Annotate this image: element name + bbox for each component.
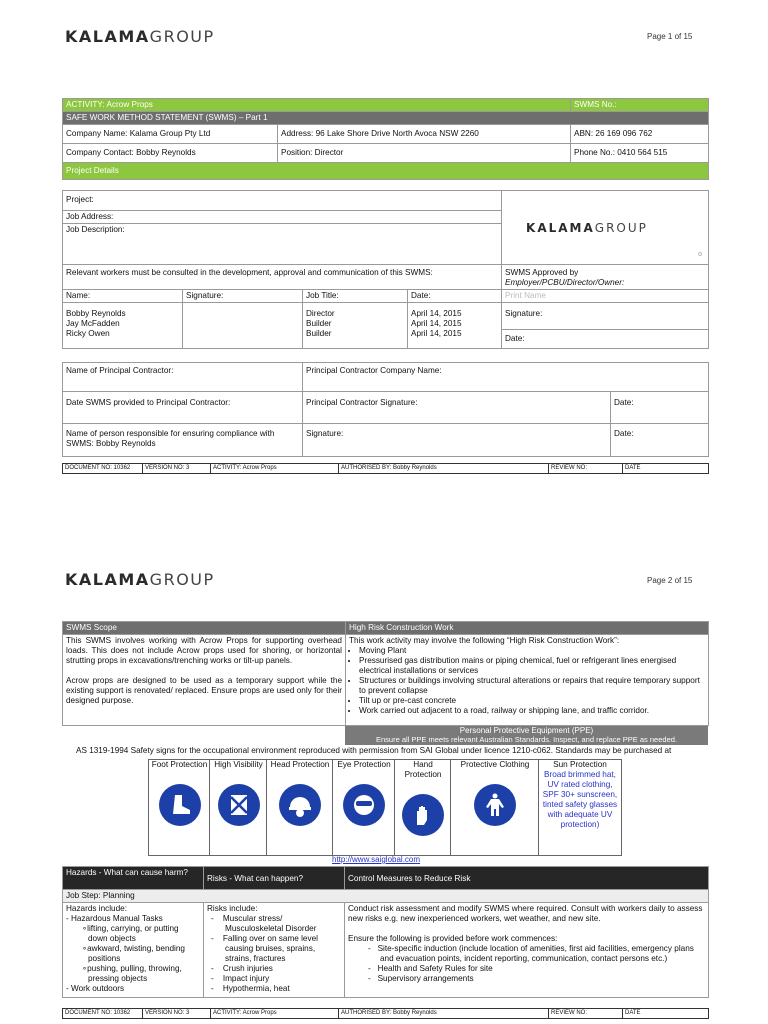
footer-date: DATE — [623, 1009, 709, 1019]
hrcw-item: • Work carried out adjacent to a road, railway or shipping lane, and traffic corridor. — [359, 706, 705, 716]
hrcw-item: • Tilt up or pre-cast concrete — [359, 696, 705, 706]
swms-number: SWMS No.: — [571, 99, 709, 112]
footer-version: VERSION NO: 3 — [143, 1009, 211, 1019]
principal-contractor-name: Name of Principal Contractor: — [63, 363, 303, 392]
hrcw-header: High Risk Construction Work — [346, 622, 709, 635]
approver-signature: Signature: — [502, 303, 708, 330]
company-abn: ABN: 26 169 096 762 — [571, 125, 709, 144]
project-table — [62, 190, 709, 349]
col-job-title: Job Title: — [303, 290, 408, 303]
ppe-foot: Foot Protection — [148, 759, 211, 856]
approver-date: Date: — [505, 334, 525, 343]
ppe-sun: Sun Protection Broad brimmed hat, UV rated clothing, SPF 30+ sunscreen, tinted safety glasses with adequate UV protection) — [538, 759, 622, 856]
risks-list: - Muscular stress/ Musculoskeletal Disorder - Falling over on same level causing bruises, sprains, strains, fractures - Crush injuries - Impact injury - Hypothermia, heat — [211, 914, 318, 993]
principal-company-name: Principal Contractor Company Name: — [303, 363, 709, 392]
risks-cell: Risks include: - Muscular stress/ Musculoskeletal Disorder - Falling over on same level causing bruises, sprains, strains, fractures - Crush injuries - Impact injury - Hypothermia, heat — [204, 903, 345, 998]
col-date: Date: — [408, 290, 502, 303]
controls-list: - Site-specific induction (include location of amenities, first aid facilities, emergency plans and evacuation points, incident reporting, communication, contact persons etc.) - Health and Safety Rules for site - Supervisory arrangements — [368, 944, 694, 983]
contractor-table — [62, 362, 709, 457]
footer-review: REVIEW NO: — [549, 1009, 623, 1019]
page-number: Page 1 of 15 — [647, 32, 693, 41]
hazards-table — [62, 866, 709, 998]
hardhat-icon — [279, 784, 321, 826]
hrcw-text: This work activity may involve the following “High Risk Construction Work”: • Moving Plant • Pressurised gas distribution mains or piping chemical, fuel or refrigerant lines energised electrical installations or services • Structures or buildings involving structural alterations or repairs that require temporary support to prevent collapse • Tilt up or pre-cast concrete • Work carried out adjacent to a road, railway or shipping lane, and traffic corridor. — [346, 635, 709, 726]
print-name-field: Print Name — [502, 290, 709, 303]
footer-authorised: AUTHORISED BY: Bobby Reynolds — [339, 1009, 549, 1019]
project-details-header: Project Details — [63, 163, 709, 180]
footer-doc-no: DOCUMENT NO: 10362 — [63, 464, 143, 474]
activity-label: ACTIVITY: Acrow Props — [63, 99, 571, 112]
scope-text: This SWMS involves working with Acrow Props for supporting overhead loads. This does not include Acrow props used for shoring, or horizontal strutting props in excavations/trenching works or tilt-up panels. Acrow props are designed to be used as a temporary support while the existing support is renovated/ replaced. Ensure props are used only for their designed purpose. — [63, 635, 346, 726]
footer-activity: ACTIVITY: Acrow Props — [211, 464, 339, 474]
company-contact: Company Contact: Bobby Reynolds — [63, 144, 278, 163]
approver-cell — [502, 303, 709, 349]
footer-activity: ACTIVITY: Acrow Props — [211, 1009, 339, 1019]
company-name: Company Name: Kalama Group Pty Ltd — [63, 125, 278, 144]
overalls-icon — [474, 784, 516, 826]
vest-icon — [218, 784, 260, 826]
contact-phone: Phone No.: 0410 564 515 — [571, 144, 709, 163]
ppe-title: Personal Protective Equipment (PPE) — [459, 726, 594, 735]
hrcw-item: • Structures or buildings involving structural alterations or repairs that require temporary support to prevent collapse — [359, 676, 705, 696]
responsible-person: Name of person responsible for ensuring compliance with SWMS: Bobby Reynolds — [63, 424, 303, 457]
company-logo: KALAMAGROUP — [65, 27, 215, 46]
boot-icon — [159, 784, 201, 826]
job-address-field: Job Address: — [63, 211, 502, 224]
worker-signatures — [183, 303, 303, 349]
scope-table — [62, 621, 709, 726]
col-name: Name: — [63, 290, 183, 303]
logo-mark: o — [698, 251, 703, 258]
worker-names: Bobby Reynolds Jay McFadden Ricky Owen — [63, 303, 183, 349]
responsible-date: Date: — [611, 424, 709, 457]
job-description-field: Job Description: — [63, 224, 502, 265]
footer-authorised: AUTHORISED BY: Bobby Reynolds — [339, 464, 549, 474]
swms-title: SAFE WORK METHOD STATEMENT (SWMS) – Part 1 — [63, 112, 709, 125]
page-number-2: Page 2 of 15 — [647, 576, 693, 585]
approved-roles: Employer/PCBU/Director/Owner: — [505, 278, 625, 287]
swms-header-table — [62, 98, 709, 180]
col-signature: Signature: — [183, 290, 303, 303]
worker-dates: April 14, 2015 April 14, 2015 April 14, 2015 — [408, 303, 502, 349]
responsible-signature: Signature: — [303, 424, 611, 457]
ppe-subtitle: Ensure all PPE meets relevant Australian Standards. Inspect, and replace PPE as needed. — [375, 735, 677, 744]
hrcw-item: • Moving Plant — [359, 646, 705, 656]
logo-cell — [502, 191, 709, 265]
scope-header: SWMS Scope — [63, 622, 346, 635]
hrcw-item: • Pressurised gas distribution mains or piping chemical, fuel or refrigerant lines energised electrical installations or services — [359, 656, 705, 676]
controls-cell: Conduct risk assessment and modify SWMS where required. Consult with workers daily to assess new risks e.g. new inexperienced workers, wet weather, and new site. Ensure the following is provided before work commences: - Site-specific induction (include location of amenities, first aid facilities, emergency plans and evacuation points, incident reporting, communication, contact persons etc.) - Health and Safety Rules for site - Supervisory arrangements — [345, 903, 709, 998]
consultation-note: Relevant workers must be consulted in the development, approval and communication of this SWMS: — [63, 265, 502, 290]
principal-signature: Principal Contractor Signature: — [303, 392, 611, 424]
standards-note: AS 1319-1994 Safety signs for the occupational environment reproduced with permission from SAI Global under licence 1210-c062. Standards may be purchased at — [76, 746, 672, 755]
glove-icon — [402, 794, 444, 836]
hrcw-list — [349, 646, 705, 716]
approved-by: SWMS Approved by Employer/PCBU/Director/Owner: — [502, 265, 709, 290]
col-hazards: Hazards - What can cause harm? — [63, 867, 204, 890]
col-risks: Risks - What can happen? — [204, 867, 345, 890]
project-logo: KALAMAGROUP — [526, 221, 648, 235]
company-logo-page2: KALAMAGROUP — [65, 570, 215, 589]
footer-date: DATE — [623, 464, 709, 474]
ppe-clothing: Protective Clothing — [450, 759, 540, 856]
project-field: Project: — [63, 191, 502, 211]
sun-protection-text: Broad brimmed hat, UV rated clothing, SPF 30+ sunscreen, tinted safety glasses with adequate UV protection) — [542, 770, 618, 829]
ppe-hivis: High Visibility — [209, 759, 268, 856]
page2-footer — [62, 1008, 709, 1019]
goggles-icon — [343, 784, 385, 826]
page1-footer — [62, 463, 709, 474]
footer-doc-no: DOCUMENT NO: 10362 — [63, 1009, 143, 1019]
job-step: Job Step: Planning — [63, 890, 709, 903]
hazards-cell: Hazards include: - Hazardous Manual Tasks ∘lifting, carrying, or putting down objects ∘awkward, twisting, bending positions ∘pushing, pulling, throwing, pressing objects - Work outdoors — [63, 903, 204, 998]
worker-titles: Director Builder Builder — [303, 303, 408, 349]
company-address: Address: 96 Lake Shore Drive North Avoca NSW 2260 — [278, 125, 571, 144]
ppe-hand: Hand Protection — [394, 759, 452, 856]
principal-date: Date: — [611, 392, 709, 424]
ppe-eye: Eye Protection — [332, 759, 396, 856]
date-provided: Date SWMS provided to Principal Contractor: — [63, 392, 303, 424]
contact-position: Position: Director — [278, 144, 571, 163]
ppe-header — [345, 726, 708, 745]
sai-global-link[interactable]: http://www.saiglobal.com — [332, 855, 421, 864]
ppe-head: Head Protection — [266, 759, 334, 856]
footer-review: REVIEW NO: — [549, 464, 623, 474]
footer-version: VERSION NO: 3 — [143, 464, 211, 474]
col-controls: Control Measures to Reduce Risk — [345, 867, 709, 890]
